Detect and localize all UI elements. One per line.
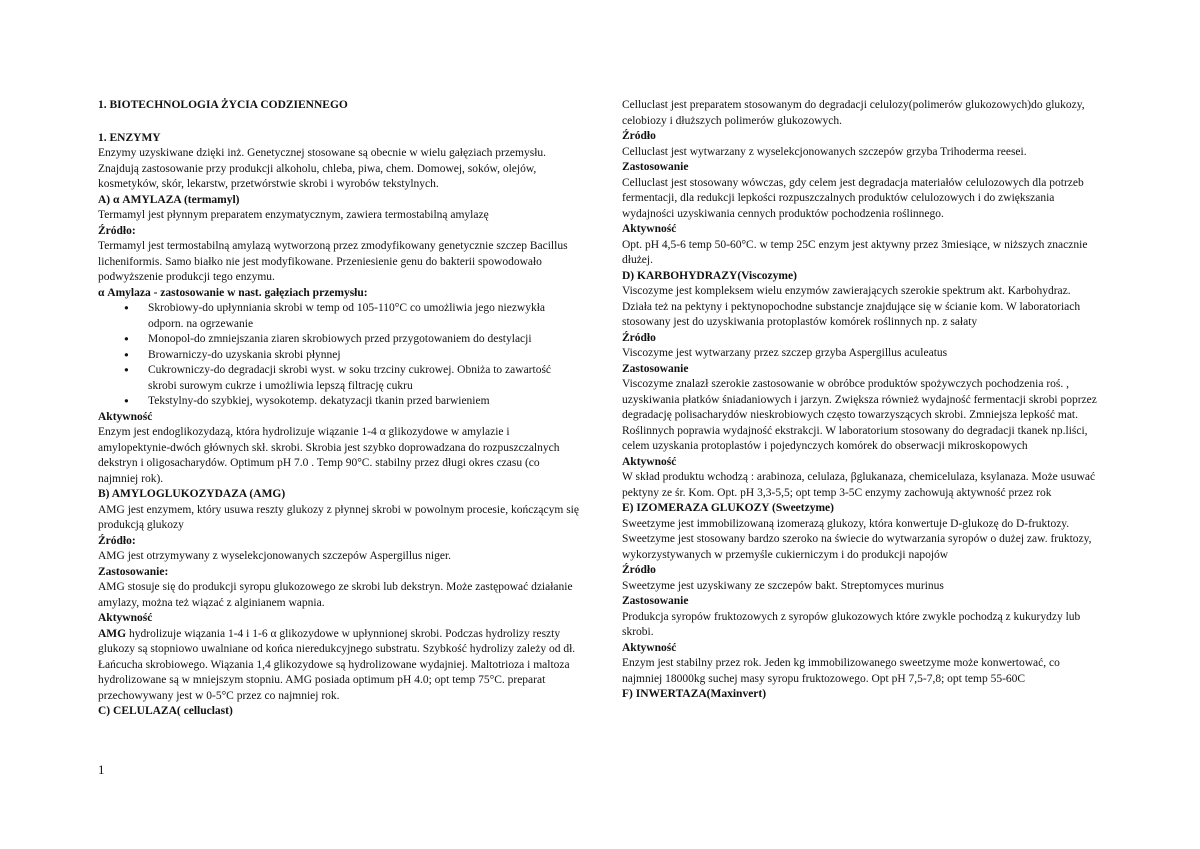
section-heading: A) α AMYLAZA (termamyl) <box>98 193 240 206</box>
section-heading: Aktywność <box>98 612 153 624</box>
paragraph: Enzym jest stabilny przez rok. Jeden kg immobilizowanego sweetzyme może konwertować, co najmniej 18000kg suchej masy syropu fruktozowego. Opt pH 7,5-7,8; opt temp 55-60C <box>622 657 1060 685</box>
list-item: • Browarniczy-do uzyskania skrobi płynnej <box>148 348 580 364</box>
section-heading: Aktywność <box>622 223 677 235</box>
list-item: • Tekstylny-do szybkiej, wysokotemp. dekatyzacji tkanin przed barwieniem <box>148 394 580 410</box>
document-title: 1. BIOTECHNOLOGIA ŻYCIA CODZIENNEGO <box>98 99 348 111</box>
paragraph-lead: AMG <box>98 627 127 640</box>
paragraph: Sweetzyme jest uzyskiwany ze szczepów bakt. Streptomyces murinus <box>622 579 944 592</box>
section-heading: Aktywność <box>622 455 677 468</box>
paragraph: Sweetzyme jest immobilizowaną izomerazą glukozy, która konwertuje D-glukozę do D-fruktozy. Sweetzyme jest stosowany bardzo szeroko na świecie do wytwarzania syropów o dużej zaw. fruktozy, wykorzystywanych w przemyśle cukierniczym i do produkcji napojów <box>622 517 1092 561</box>
paragraph: W skład produktu wchodzą : arabinoza, celulaza, βglukanaza, chemicelulaza, ksylanaza. Może usuwać pektyny ze śr. Kom. Opt. pH 3,3-5,5; opt temp 3-5C enzymy zachowują aktywność przez rok <box>622 471 1096 499</box>
paragraph: AMG stosuje się do produkcji syropu glukozowego ze skrobi lub dekstryn. Może zastępować działanie amylazy, można też wiązać z alginianem wapnia. <box>98 581 573 609</box>
page-number: 1 <box>98 762 105 777</box>
section-heading: α Amylaza - zastosowanie w nast. gałęziach przemysłu: <box>98 286 368 299</box>
paragraph: Celluclast jest stosowany wówczas, gdy celem jest degradacja materiałów celulozowych dla potrzeb fermentacji, dla redukcji lepkości rozpuszczalnych produktów celulozowych i do zwiększania wydajności uzyskiwania cennych produktów pochodzenia roślinnego. <box>622 176 1084 220</box>
section-heading: Zastosowanie <box>622 161 689 173</box>
section-heading: Aktywność <box>622 641 677 654</box>
paragraph: Termamyl jest termostabilną amylazą wytworzoną przez zmodyfikowany genetycznie szczep Bacillus licheniformis. Samo białko nie jest modyfikowane. Przeniesienie genu do bakterii spowodowało podwyższenie produkcji tego enzymu. <box>98 240 568 283</box>
section-heading: Źródło <box>622 130 656 142</box>
paragraph: AMG jest enzymem, który usuwa reszty glukozy z płynnej skrobi w powolnym procesie, kończącym się produkcją glukozy <box>98 503 579 531</box>
paragraph: Termamyl jest płynnym preparatem enzymatycznym, zawiera termostabilną amylazę <box>98 209 489 221</box>
paragraph: AMG jest otrzymywany z wyselekcjonowanych szczepów Aspergillus niger. <box>98 550 452 562</box>
section-heading: B) AMYLOGLUKOZYDAZA (AMG) <box>98 488 286 500</box>
section-heading: Źródło <box>622 564 656 576</box>
section-heading: C) CELULAZA( celluclast) <box>98 705 233 717</box>
paragraph: Viscozyme jest wytwarzany przez szczep grzyba Aspergillus aculeatus <box>622 347 948 359</box>
list-item: • Skrobiowy-do upłynniania skrobi w temp od 105-110°C co umożliwia jego niezwykła odporn. na ogrzewanie <box>148 301 580 332</box>
list-item: • Monopol-do zmniejszania ziaren skrobiowych przed przygotowaniem do destylacji <box>148 332 580 348</box>
right-content <box>622 98 1102 703</box>
paragraph: Opt. pH 4,5-6 temp 50-60°C. w temp 25C enzym jest aktywny przez 3miesiące, w niższych znacznie dłużej. <box>622 238 1088 266</box>
section-heading: Zastosowanie <box>622 595 689 607</box>
section-heading: Zastosowanie <box>622 362 689 375</box>
paragraph: Celluclast jest wytwarzany z wyselekcjonowanych szczepów grzyba Trihoderma reesei. <box>622 145 1027 158</box>
paragraph: Celluclast jest preparatem stosowanym do degradacji celulozy(polimerów glukozowych)do glukozy, celobiozy i dłuższych polimerów glukozowych. <box>622 99 1085 127</box>
section-heading: Źródło: <box>98 224 136 237</box>
paragraph: Enzymy uzyskiwane dzięki inż. Genetycznej stosowane są obecnie w wielu gałęziach przemysłu. Znajdują zastosowanie przy produkcji alkoholu, chleba, piwa, chem. Domowej, soków, olejów, kosmetyków, skór, lekarstw, przetwórstwie skrobi i wyrobów tekstylnych. <box>98 147 547 190</box>
section-heading: Źródło: <box>98 534 136 547</box>
left-content <box>98 131 580 720</box>
list-item: • Cukrowniczy-do degradacji skrobi wyst. w soku trzciny cukrowej. Obniża to zawartość skrobi surowym cukrze i umożliwia lepszą filtrację cukru <box>148 363 580 394</box>
section-heading: Zastosowanie: <box>98 565 169 578</box>
right-column <box>622 98 1102 703</box>
section-heading: Źródło <box>622 331 656 344</box>
paragraph: Viscozyme znalazł szerokie zastosowanie w obróbce produktów spożywczych pochodzenia roś. , uzyskiwania płatków śniadaniowych i jarzyn. Zwiększa również wydajność fermentacji skrobi poprzez degradację polisacharydów nieskrobiowych często towarzyszących skrobi. Zmniejsza lepkość mat. Roślinnych poprawia wydajność ekstrakcji. W laboratorium stosowany do degradacji tkanek np.liści, celem uzyskania protoplastów i pojedynczych komórek do obserwacji mikroskopowych <box>622 378 1097 452</box>
section-heading: 1. ENZYMY <box>98 131 161 144</box>
paragraph-text: hydrolizuje wiązania 1-4 i 1-6 α glikozydowe w upłynnionej skrobi. Podczas hydrolizy reszty glukozy są stopniowo uwalniane od końca nieredukcyjnego substratu. Szybkość hydrolizy zależy od dł. Łańcucha skrobiowego. Wiązania 1,4 glikozydowe są hydrolizowane wydajniej. Maltotrioza i maltoza hydrolizowane są w mniejszym stopniu. AMG posiada optimum pH 4.0; opt temp 75°C. preparat przechowywany jest w 0-5°C przez co najmniej rok. <box>98 627 576 702</box>
section-heading: Aktywność <box>98 410 153 423</box>
section-heading: D) KARBOHYDRAZY(Viscozyme) <box>622 269 797 282</box>
section-heading: F) INWERTAZA(Maxinvert) <box>622 688 767 700</box>
paragraph: Produkcja syropów fruktozowych z syropów glukozowych które zwykle pochodzą z kukurydzy lub skrobi. <box>622 610 1081 638</box>
paragraph <box>98 627 580 705</box>
bullet-list <box>98 301 580 410</box>
paragraph: Enzym jest endoglikozydazą, która hydrolizuje wiązanie 1-4 α glikozydowe w amylazie i amylopektynie-dwóch głównych skł. skrobi. Skrobia jest szybko doprowadzana do rozpuszczalnych dekstryn i oligosacharydów. Optimum pH 7.0 . Temp 90°C. stabilny przez długi okres czasu (co najmniej rok). <box>98 426 560 485</box>
section-heading: E) IZOMERAZA GLUKOZY (Sweetzyme) <box>622 502 834 514</box>
paragraph: Viscozyme jest kompleksem wielu enzymów zawierających szerokie spektrum akt. Karbohydraz. Działa też na pektyny i pektynopochodne substancje znajdujące się w ścianie kom. W laboratoriach stosowany jest do uzyskiwania protoplastów komórek roślinnych np. z sałaty <box>622 285 1081 328</box>
left-column <box>98 98 580 720</box>
